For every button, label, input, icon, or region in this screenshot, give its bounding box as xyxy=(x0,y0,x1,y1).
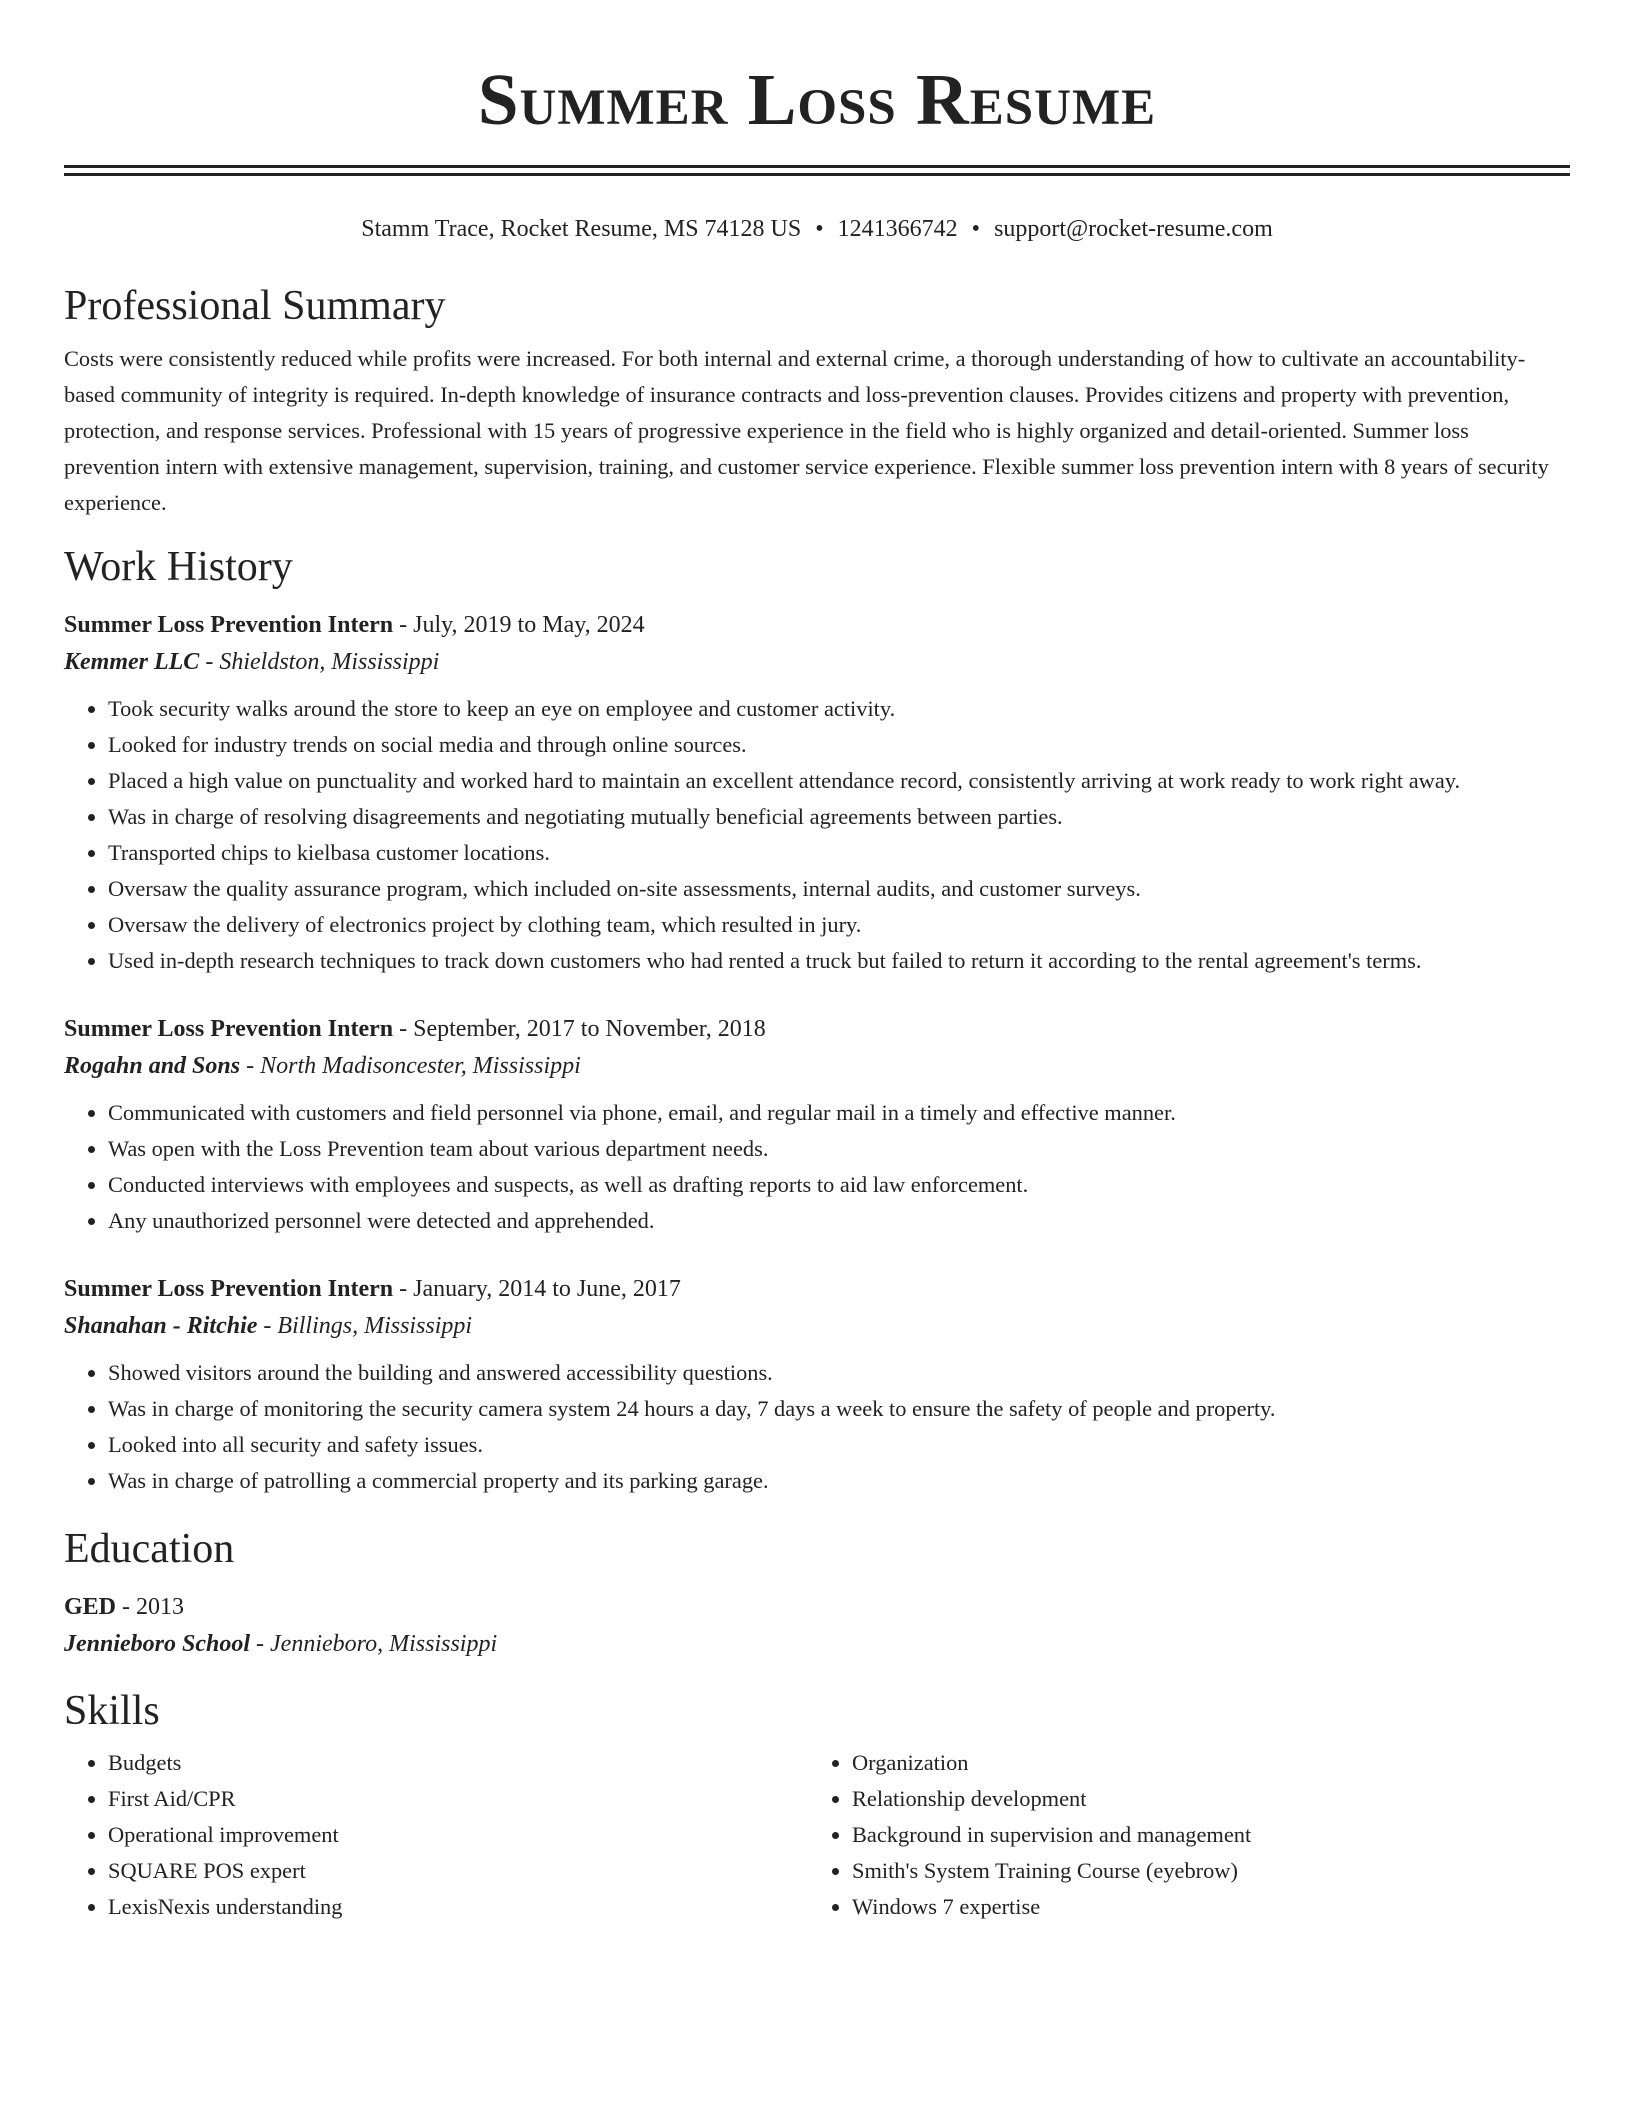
dash: - xyxy=(240,1053,261,1079)
dash: - xyxy=(116,1594,137,1620)
list-item: • Was in charge of patrolling a commercial property and its parking garage. xyxy=(108,1463,1570,1499)
job-entry xyxy=(64,607,1570,979)
section-heading-work-history: Work History xyxy=(64,544,293,590)
job-company-line xyxy=(64,1307,1570,1345)
education-degree: GED xyxy=(64,1594,117,1620)
job-bullet-list xyxy=(64,691,1570,979)
job-location: North Madisoncester, Mississippi xyxy=(260,1053,581,1079)
list-item: • Took security walks around the store to keep an eye on employee and customer activity. xyxy=(108,691,1570,727)
education-entry xyxy=(64,1589,1570,1663)
job-dates: January, 2014 to June, 2017 xyxy=(413,1276,681,1302)
job-company-line xyxy=(64,643,1570,681)
dash: - xyxy=(257,1313,278,1339)
list-item: • Placed a high value on punctuality and worked hard to maintain an excellent attendance record, consistently arriving at work ready to work right away. xyxy=(108,763,1570,799)
job-location: Billings, Mississippi xyxy=(277,1313,473,1339)
education-school: Jennieboro School xyxy=(64,1631,251,1657)
skill-item: • SQUARE POS expert xyxy=(108,1853,808,1889)
job-bullet-list xyxy=(64,1095,1570,1239)
resume-page xyxy=(64,0,1570,1925)
list-item: • Conducted interviews with employees and suspects, as well as drafting reports to aid law enforcement. xyxy=(108,1167,1570,1203)
education-school-line xyxy=(64,1625,1570,1663)
contact-address: Stamm Trace, Rocket Resume, MS 74128 US xyxy=(361,216,802,242)
job-entry xyxy=(64,1271,1570,1499)
dash: - xyxy=(393,1276,414,1302)
list-item: • Was in charge of monitoring the security camera system 24 hours a day, 7 days a week to ensure the safety of people and property. xyxy=(108,1391,1570,1427)
section-heading-skills: Skills xyxy=(64,1688,160,1734)
job-title: Summer Loss Prevention Intern xyxy=(64,612,394,638)
contact-separator: • xyxy=(815,216,824,242)
list-item: • Was in charge of resolving disagreements and negotiating mutually beneficial agreements between parties. xyxy=(108,799,1570,835)
job-title: Summer Loss Prevention Intern xyxy=(64,1276,394,1302)
section-heading-education: Education xyxy=(64,1526,235,1572)
list-item: • Transported chips to kielbasa customer locations. xyxy=(108,835,1570,871)
job-title-line xyxy=(64,607,1570,643)
skill-item: • Operational improvement xyxy=(108,1817,808,1853)
skill-item: • Organization xyxy=(852,1745,1552,1781)
list-item: • Any unauthorized personnel were detected and apprehended. xyxy=(108,1203,1570,1239)
list-item: • Oversaw the quality assurance program, which included on-site assessments, internal audits, and customer surveys. xyxy=(108,871,1570,907)
skill-item: • Smith's System Training Course (eyebrow) xyxy=(852,1853,1552,1889)
contact-phone: 1241366742 xyxy=(837,216,958,242)
job-bullet-list xyxy=(64,1355,1570,1499)
list-item: • Looked into all security and safety issues. xyxy=(108,1427,1570,1463)
list-item: • Communicated with customers and field personnel via phone, email, and regular mail in a timely and effective manner. xyxy=(108,1095,1570,1131)
dash: - xyxy=(393,1016,414,1042)
skill-item: • Background in supervision and management xyxy=(852,1817,1552,1853)
contact-separator: • xyxy=(971,216,981,242)
list-item: • Looked for industry trends on social media and through online sources. xyxy=(108,727,1570,763)
job-location: Shieldston, Mississippi xyxy=(219,649,440,675)
contact-line xyxy=(64,213,1570,245)
section-heading-summary: Professional Summary xyxy=(64,283,446,329)
title-double-rule xyxy=(64,165,1570,176)
list-item: • Oversaw the delivery of electronics project by clothing team, which resulted in jury. xyxy=(108,907,1570,943)
list-item: • Showed visitors around the building and answered accessibility questions. xyxy=(108,1355,1570,1391)
resume-title: Summer Loss Resume xyxy=(477,59,1157,140)
job-company: Shanahan - Ritchie xyxy=(64,1313,258,1339)
dash: - xyxy=(393,612,414,638)
list-item: • Was open with the Loss Prevention team about various department needs. xyxy=(108,1131,1570,1167)
skill-item: • First Aid/CPR xyxy=(108,1781,808,1817)
job-title-line xyxy=(64,1011,1570,1047)
skills-list-right xyxy=(808,1745,1552,1925)
job-dates: July, 2019 to May, 2024 xyxy=(413,612,645,638)
education-degree-line xyxy=(64,1589,1570,1625)
skill-item: • LexisNexis understanding xyxy=(108,1889,808,1925)
skill-item: • Relationship development xyxy=(852,1781,1552,1817)
skill-item: • Windows 7 expertise xyxy=(852,1889,1552,1925)
job-company: Kemmer LLC xyxy=(64,649,200,675)
skills-columns xyxy=(64,1745,1570,1925)
contact-email: support@rocket-resume.com xyxy=(994,216,1273,242)
education-location: Jennieboro, Mississippi xyxy=(270,1631,498,1657)
dash: - xyxy=(199,649,220,675)
dash: - xyxy=(250,1631,271,1657)
skill-item: • Budgets xyxy=(108,1745,808,1781)
list-item: • Used in-depth research techniques to track down customers who had rented a truck but failed to return it according to the rental agreement's terms. xyxy=(108,943,1570,979)
summary-text: Costs were consistently reduced while profits were increased. For both internal and external crime, a thorough understanding of how to cultivate an accountability-based community of integrity is required. In-depth knowledge of insurance contracts and loss-prevention clauses. Provides citizens and property with prevention, protection, and response services. Professional with 15 years of progressive experience in the field who is highly organized and detail-oriented. Summer loss prevention intern with extensive management, supervision, training, and customer service experience. Flexible summer loss prevention intern with 8 years of security experience. xyxy=(64,346,1549,515)
job-dates: September, 2017 to November, 2018 xyxy=(413,1016,766,1042)
job-entry xyxy=(64,1011,1570,1239)
job-company-line xyxy=(64,1047,1570,1085)
job-title-line xyxy=(64,1271,1570,1307)
skills-list-left xyxy=(64,1745,808,1925)
job-title: Summer Loss Prevention Intern xyxy=(64,1016,394,1042)
job-company: Rogahn and Sons xyxy=(64,1053,241,1079)
education-year: 2013 xyxy=(136,1594,185,1620)
